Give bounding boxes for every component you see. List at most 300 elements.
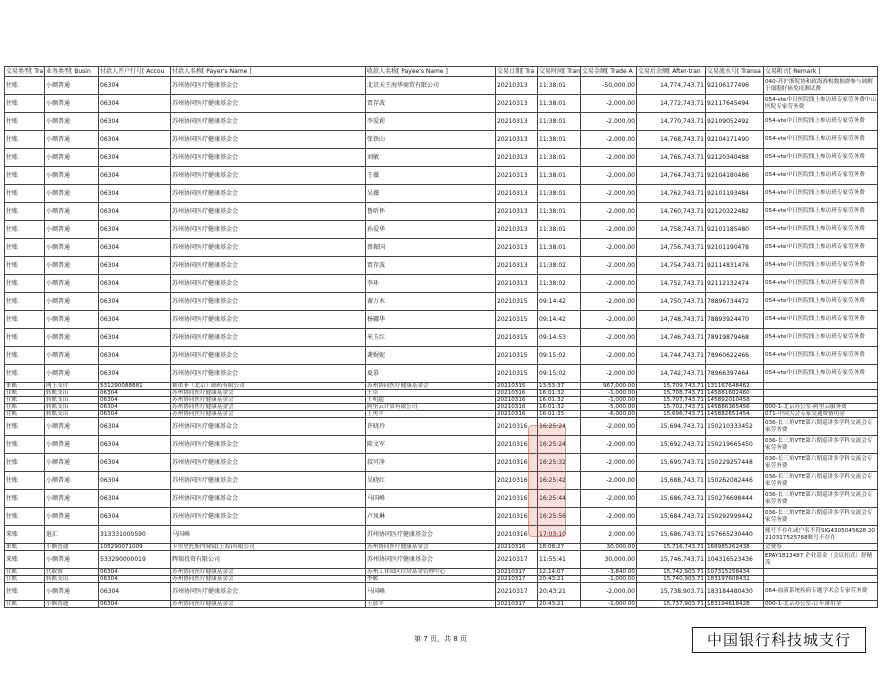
cell-balance: 14,752,743.71 xyxy=(637,275,706,293)
cell-time: 11:38:01 xyxy=(538,239,581,257)
cell-serial: 92106177496 xyxy=(706,77,764,95)
cell-remark xyxy=(764,569,878,576)
cell-balance: 15,702,743.71 xyxy=(637,404,706,411)
cell-payee: 李环 xyxy=(366,275,496,293)
cell-payer: 赛诺菲（北京）制药有限公司 xyxy=(171,383,366,390)
cell-business: 小额普通 xyxy=(45,454,99,472)
cell-remark: 036-长三角VTE第六期巡讲多学科交流会专家劳务费 xyxy=(764,454,878,472)
table-row xyxy=(5,275,878,293)
cell-payer: 苏州协同医疗健康基金会 xyxy=(171,365,366,383)
cell-business: 退汇 xyxy=(45,526,99,544)
cell-time: 16:25:24 xyxy=(538,418,581,436)
cell-type: 往账 xyxy=(5,257,45,275)
cell-date: 20210317 xyxy=(496,576,538,583)
cell-payer: 苏州协同医疗健康基金会 xyxy=(171,167,366,185)
cell-date: 20210315 xyxy=(496,383,538,390)
cell-bank-code: 06304 xyxy=(99,490,171,508)
cell-amount: -2,000.00 xyxy=(581,149,637,167)
cell-amount: -2,000.00 xyxy=(581,221,637,239)
cell-serial: 150219665450 xyxy=(706,436,764,454)
cell-bank-code: 06304 xyxy=(99,397,171,404)
cell-payer: 苏州协同医疗健康基金会 xyxy=(171,490,366,508)
transaction-table xyxy=(4,66,878,608)
cell-serial: 92101190478 xyxy=(706,239,764,257)
cell-payee: 苏州协同医疗健康基金会 xyxy=(366,526,496,544)
cell-amount: -2,000.00 xyxy=(581,275,637,293)
cell-serial: 150229257448 xyxy=(706,454,764,472)
table-row xyxy=(5,221,878,239)
cell-serial: 150292999442 xyxy=(706,508,764,526)
cell-business: 小额普通 xyxy=(45,347,99,365)
cell-type: 往账 xyxy=(5,569,45,576)
cell-date: 20210313 xyxy=(496,167,538,185)
table-row xyxy=(5,203,878,221)
cell-balance: 14,744,743.71 xyxy=(637,347,706,365)
cell-bank-code: 06304 xyxy=(99,203,171,221)
table-row xyxy=(5,167,878,185)
cell-business: 小额普通 xyxy=(45,472,99,490)
table-row xyxy=(5,551,878,569)
cell-bank-code: 06304 xyxy=(99,508,171,526)
cell-bank-code: 06304 xyxy=(99,390,171,397)
cell-business: 小额普通 xyxy=(45,203,99,221)
cell-date: 20210317 xyxy=(496,569,538,576)
cell-serial: 150262082446 xyxy=(706,472,764,490)
cell-amount: -2,000.00 xyxy=(581,436,637,454)
cell-amount: -2,000.00 xyxy=(581,257,637,275)
cell-time: 13:53:37 xyxy=(538,383,581,390)
cell-type: 往账 xyxy=(5,397,45,404)
cell-payee: 马国峰 xyxy=(366,490,496,508)
cell-type: 往账 xyxy=(5,583,45,601)
cell-business: 小额普通 xyxy=(45,329,99,347)
cell-business: 小额普通 xyxy=(45,601,99,608)
cell-amount: -2,000.00 xyxy=(581,454,637,472)
table-row xyxy=(5,397,878,404)
cell-payer: 苏州协同医疗健康基金会 xyxy=(171,329,366,347)
table-row xyxy=(5,508,878,526)
cell-balance: 14,768,743.71 xyxy=(637,131,706,149)
cell-type: 来账 xyxy=(5,526,45,544)
cell-time: 09:14:53 xyxy=(538,329,581,347)
cell-type: 往账 xyxy=(5,131,45,149)
cell-balance: 14,762,743.71 xyxy=(637,185,706,203)
cell-amount: -2,000.00 xyxy=(581,347,637,365)
cell-date: 20210313 xyxy=(496,149,538,167)
cell-payee: 米玉红 xyxy=(366,329,496,347)
cell-remark: 054-vte中日医院线上参访班专家劳务费 xyxy=(764,275,878,293)
cell-serial: 145892010458 xyxy=(706,397,764,404)
cell-date: 20210313 xyxy=(496,95,538,113)
cell-serial: 78919879468 xyxy=(706,329,764,347)
cell-amount: 30,000.00 xyxy=(581,551,637,569)
cell-payee: 谢万木 xyxy=(366,293,496,311)
table-row xyxy=(5,365,878,383)
cell-business: 小额普通 xyxy=(45,95,99,113)
cell-payee: 苏州协同医疗健康基金会 xyxy=(366,383,496,390)
cell-time: 16:01:32 xyxy=(538,404,581,411)
cell-serial: 78893924470 xyxy=(706,311,764,329)
cell-serial: 183197608432 xyxy=(706,576,764,583)
cell-bank-code: 06304 xyxy=(99,569,171,576)
cell-type: 往账 xyxy=(5,95,45,113)
table-row xyxy=(5,583,878,601)
cell-amount: -2,000.00 xyxy=(581,583,637,601)
cell-balance: 14,746,743.71 xyxy=(637,329,706,347)
cell-type: 往账 xyxy=(5,149,45,167)
cell-payee: 蔡振国 xyxy=(366,239,496,257)
cell-remark: 账号不存在或户名不符SIG4305045628 20210317525768账号不存在 xyxy=(764,526,878,544)
cell-date: 20210316 xyxy=(496,390,538,397)
cell-time: 11:38:01 xyxy=(538,203,581,221)
table-row xyxy=(5,347,878,365)
cell-remark xyxy=(764,390,878,397)
cell-payer: 苏州协同医疗健康基金会 xyxy=(171,411,366,418)
cell-remark: 054-vte中日医院线上参访班专家劳务费 xyxy=(764,149,878,167)
cell-payer: 苏州协同医疗健康基金会 xyxy=(171,221,366,239)
cell-bank-code: 06304 xyxy=(99,239,171,257)
table-row xyxy=(5,418,878,436)
cell-serial: 92112132474 xyxy=(706,275,764,293)
table-row xyxy=(5,601,878,608)
cell-date: 20210313 xyxy=(496,77,538,95)
table-row xyxy=(5,257,878,275)
cell-amount: -2,000.00 xyxy=(581,185,637,203)
cell-payee: 陈文军 xyxy=(366,436,496,454)
table-row xyxy=(5,149,878,167)
cell-payer: 苏州协同医疗健康基金会 xyxy=(171,131,366,149)
cell-amount: -2,000.00 xyxy=(581,329,637,347)
cell-time: 17:03:10 xyxy=(538,526,581,544)
cell-payer: 苏州协同医疗健康基金会 xyxy=(171,95,366,113)
cell-type: 往账 xyxy=(5,347,45,365)
cell-remark xyxy=(764,383,878,390)
cell-date: 20210316 xyxy=(496,508,538,526)
cell-balance: 15,690,743.71 xyxy=(637,454,706,472)
cell-amount: -2,000.00 xyxy=(581,113,637,131)
cell-date: 20210313 xyxy=(496,203,538,221)
cell-payer: 苏州协同医疗健康基金会 xyxy=(171,508,366,526)
cell-payer: 苏州协同医疗健康基金会 xyxy=(171,397,366,404)
cell-serial: 145882651454 xyxy=(706,411,764,418)
cell-balance: 14,772,743.71 xyxy=(637,95,706,113)
cell-payee: 龚娓妮 xyxy=(366,347,496,365)
cell-business: 小额普通 xyxy=(45,418,99,436)
cell-time: 09:14:42 xyxy=(538,311,581,329)
cell-time: 09:14:42 xyxy=(538,293,581,311)
cell-remark: 036-长三角VTE第六期巡讲多学科交流会专家劳务费 xyxy=(764,436,878,454)
cell-serial: 92114831476 xyxy=(706,257,764,275)
cell-time: 11:38:01 xyxy=(538,77,581,95)
cell-type: 往账 xyxy=(5,275,45,293)
column-header: 付款人开户行号[ Accou xyxy=(99,67,171,77)
cell-bank-code: 06304 xyxy=(99,221,171,239)
cell-date: 20210317 xyxy=(496,601,538,608)
cell-type: 往账 xyxy=(5,436,45,454)
cell-bank-code: 06304 xyxy=(99,149,171,167)
cell-payer: 苏州协同医疗健康基金会 xyxy=(171,77,366,95)
cell-date: 20210313 xyxy=(496,185,538,203)
cell-remark: 054-vte中日医院线上参访班专家劳务费 xyxy=(764,239,878,257)
cell-payee: 吴晓红 xyxy=(366,472,496,490)
cell-time: 11:38:02 xyxy=(538,275,581,293)
cell-type: 往账 xyxy=(5,411,45,418)
table-row xyxy=(5,404,878,411)
cell-bank-code: 531290088881 xyxy=(99,383,171,390)
cell-balance: 15,716,743.71 xyxy=(637,544,706,551)
cell-remark xyxy=(764,576,878,583)
cell-amount: -6,000.00 xyxy=(581,411,637,418)
cell-bank-code: 06304 xyxy=(99,329,171,347)
cell-balance: 15,686,743.71 xyxy=(637,490,706,508)
cell-remark: 会费券 xyxy=(764,544,878,551)
cell-type: 往账 xyxy=(5,404,45,411)
cell-bank-code: 06304 xyxy=(99,293,171,311)
cell-serial: 78960622466 xyxy=(706,347,764,365)
cell-remark: 054-vte中日医院线上参访班专家劳务费 xyxy=(764,311,878,329)
cell-time: 16:25:56 xyxy=(538,508,581,526)
cell-bank-code: 06304 xyxy=(99,347,171,365)
cell-amount: -2,000.00 xyxy=(581,131,637,149)
cell-remark: 054-vte中日医院线上参访班专家劳务费 xyxy=(764,365,878,383)
cell-bank-code: 06304 xyxy=(99,275,171,293)
cell-date: 20210315 xyxy=(496,329,538,347)
cell-payee: 刘敏 xyxy=(366,149,496,167)
cell-serial: 145886365456 xyxy=(706,404,764,411)
cell-business: 小额普通 xyxy=(45,508,99,526)
cell-business: 小额普通 xyxy=(45,583,99,601)
cell-remark: 054-vte中日医院线上参访班专家劳务费 xyxy=(764,257,878,275)
cell-payer: 苏州协同医疗健康基金会 xyxy=(171,257,366,275)
cell-date: 20210313 xyxy=(496,275,538,293)
cell-type: 往账 xyxy=(5,490,45,508)
cell-payee: 王勇平 xyxy=(366,411,496,418)
cell-payee: 王明超 xyxy=(366,397,496,404)
cell-serial: 92101193484 xyxy=(706,185,764,203)
table-row xyxy=(5,411,878,418)
column-header: 付款人名称[ Payer's Name ] xyxy=(171,67,366,77)
cell-balance: 15,688,743.71 xyxy=(637,472,706,490)
cell-amount: -2,000.00 xyxy=(581,508,637,526)
cell-date: 20210316 xyxy=(496,544,538,551)
cell-time: 11:38:01 xyxy=(538,221,581,239)
cell-date: 20210313 xyxy=(496,131,538,149)
cell-business: 网上支付 xyxy=(45,383,99,390)
cell-business: 小额普通 xyxy=(45,551,99,569)
cell-type: 往账 xyxy=(5,113,45,131)
cell-payee: 北京天王海华商贸有限公司 xyxy=(366,77,496,95)
cell-remark: 054-vte中日医院线上参访班专家劳务费 xyxy=(764,347,878,365)
cell-bank-code: 06304 xyxy=(99,95,171,113)
cell-amount: -2,000.00 xyxy=(581,95,637,113)
cell-payer: 辉瑞投资有限公司 xyxy=(171,551,366,569)
cell-date: 20210316 xyxy=(496,526,538,544)
cell-payee: 王晨平 xyxy=(366,601,496,608)
cell-payer: 苏州协同医疗健康基金会 xyxy=(171,239,366,257)
cell-date: 20210316 xyxy=(496,404,538,411)
cell-payer: 苏州协同医疗健康基金会 xyxy=(171,311,366,329)
cell-amount: 967,000.00 xyxy=(581,383,637,390)
cell-balance: 15,692,743.71 xyxy=(637,436,706,454)
cell-bank-code: 06304 xyxy=(99,436,171,454)
cell-balance: 14,756,743.71 xyxy=(637,239,706,257)
cell-serial: 131167648462 xyxy=(706,383,764,390)
cell-payer: 马国峰 xyxy=(171,526,366,544)
cell-payee: 马国峰 xyxy=(366,583,496,601)
cell-date: 20210313 xyxy=(496,221,538,239)
cell-date: 20210316 xyxy=(496,490,538,508)
cell-amount: -1,000.00 xyxy=(581,601,637,608)
cell-time: 09:15:02 xyxy=(538,347,581,365)
cell-amount: -5,000.00 xyxy=(581,404,637,411)
cell-remark: 036-长三角VTE第六期巡讲多学科交流会专家劳务费 xyxy=(764,508,878,526)
table-row xyxy=(5,77,878,95)
cell-payer: 苏州协同医疗健康基金会 xyxy=(171,390,366,397)
cell-business: 转账支出 xyxy=(45,390,99,397)
cell-remark: EPAY1813487 企业基金（会议扣式）舒精茂 xyxy=(764,551,878,569)
table-row xyxy=(5,526,878,544)
cell-remark: 054-vte中日医院线上参访班专家劳务费 xyxy=(764,185,878,203)
cell-business: 小额普通 xyxy=(45,77,99,95)
cell-type: 往账 xyxy=(5,77,45,95)
cell-payee: 许晓玲 xyxy=(366,418,496,436)
table-row xyxy=(5,436,878,454)
cell-type: 往账 xyxy=(5,454,45,472)
cell-payer: 苏州协同医疗健康基金会 xyxy=(171,418,366,436)
cell-time: 11:38:01 xyxy=(538,131,581,149)
cell-business: 小额普通 xyxy=(45,149,99,167)
cell-date: 20210316 xyxy=(496,397,538,404)
cell-business: 代收费 xyxy=(45,569,99,576)
cell-remark: 054-vte中日医院线上参访班专家劳务费 xyxy=(764,329,878,347)
cell-remark: 054-vte中日医院线上参访班专家劳务费 xyxy=(764,293,878,311)
cell-bank-code: 313331000590 xyxy=(99,526,171,544)
cell-type: 来账 xyxy=(5,551,45,569)
cell-date: 20210316 xyxy=(496,411,538,418)
cell-time: 11:55:41 xyxy=(538,551,581,569)
cell-amount: -1,000.00 xyxy=(581,576,637,583)
cell-payee: 阿里云计算有限公司 xyxy=(366,404,496,411)
cell-serial: 92104171490 xyxy=(706,131,764,149)
cell-balance: 14,774,743.71 xyxy=(637,77,706,95)
cell-payee: 卢凤琳 xyxy=(366,508,496,526)
cell-date: 20210316 xyxy=(496,472,538,490)
cell-serial: 157665230440 xyxy=(706,526,764,544)
cell-type: 往账 xyxy=(5,167,45,185)
cell-bank-code: 06304 xyxy=(99,576,171,583)
cell-balance: 15,707,743.71 xyxy=(637,397,706,404)
cell-business: 转账支出 xyxy=(45,397,99,404)
column-header: 交易后余额[ After-tran xyxy=(637,67,706,77)
cell-type: 来账 xyxy=(5,383,45,390)
cell-remark: 054-vte中日医院线上参访班专家劳务费 xyxy=(764,221,878,239)
cell-date: 20210313 xyxy=(496,113,538,131)
cell-time: 18:08:27 xyxy=(538,544,581,551)
cell-serial: 92117645494 xyxy=(706,95,764,113)
cell-bank-code: 06304 xyxy=(99,257,171,275)
cell-payer: 苏州协同医疗健康基金会 xyxy=(171,203,366,221)
cell-remark: 054-vte中日医院线上参访班专家劳务费中山医院专家劳务费 xyxy=(764,95,878,113)
table-row xyxy=(5,390,878,397)
cell-type: 来账 xyxy=(5,544,45,551)
cell-remark: 036-长三角VTE第六期巡讲多学科交流会专家劳务费 xyxy=(764,418,878,436)
table-row xyxy=(5,544,878,551)
cell-time: 20:43:21 xyxy=(538,583,581,601)
cell-balance: 15,686,743.71 xyxy=(637,526,706,544)
cell-payer: 苏州协同医疗健康基金会 xyxy=(171,149,366,167)
cell-time: 11:38:01 xyxy=(538,149,581,167)
cell-amount: -50,000.00 xyxy=(581,77,637,95)
cell-payer: 苏州协同医疗健康基金会 xyxy=(171,113,366,131)
cell-time: 16:01:32 xyxy=(538,390,581,397)
cell-payee: 贾存波 xyxy=(366,95,496,113)
cell-payee: 孙爱华 xyxy=(366,221,496,239)
cell-payer: 苏州协同医疗健康基金会 xyxy=(171,436,366,454)
cell-bank-code: 06304 xyxy=(99,411,171,418)
cell-balance: 15,708,743.71 xyxy=(637,390,706,397)
cell-payee: 杨娜华 xyxy=(366,311,496,329)
cell-business: 小额普通 xyxy=(45,113,99,131)
cell-remark: 036-长三角VTE第六期巡讲多学科交流会专家劳务费 xyxy=(764,472,878,490)
cell-payer: 苏州协同医疗健康基金会 xyxy=(171,576,366,583)
cell-time: 20:43:21 xyxy=(538,576,581,583)
cell-bank-code: 06304 xyxy=(99,418,171,436)
cell-remark: 071-中国大会专家交通费备用金 xyxy=(764,411,878,418)
cell-balance: 15,742,903.71 xyxy=(637,569,706,576)
cell-time: 11:38:01 xyxy=(538,113,581,131)
cell-balance: 14,770,743.71 xyxy=(637,113,706,131)
cell-payee: 苏州工业园区住房基金管理中心 xyxy=(366,569,496,576)
cell-amount: -2,000.00 xyxy=(581,472,637,490)
cell-balance: 15,738,903.71 xyxy=(637,583,706,601)
cell-serial: 78966397464 xyxy=(706,365,764,383)
cell-serial: 150210333452 xyxy=(706,418,764,436)
cell-balance: 14,754,743.71 xyxy=(637,257,706,275)
cell-payer: 苏州协同医疗健康基金会 xyxy=(171,472,366,490)
cell-time: 11:38:02 xyxy=(538,257,581,275)
cell-business: 小额普通 xyxy=(45,167,99,185)
cell-amount: -2,000.00 xyxy=(581,203,637,221)
cell-bank-code: 06304 xyxy=(99,185,171,203)
cell-remark: 064-血液系统疾病专题学术会专家劳务费 xyxy=(764,583,878,601)
cell-payer: 苏州协同医疗健康基金会 xyxy=(171,601,366,608)
cell-serial: 145881602460 xyxy=(706,390,764,397)
cell-business: 小额普通 xyxy=(45,131,99,149)
cell-amount: 30,000.00 xyxy=(581,544,637,551)
cell-balance: 15,696,743.71 xyxy=(637,411,706,418)
cell-date: 20210315 xyxy=(496,365,538,383)
cell-time: 11:38:01 xyxy=(538,95,581,113)
cell-amount: -2,000.00 xyxy=(581,311,637,329)
cell-balance: 15,709,743.71 xyxy=(637,383,706,390)
cell-payee: 王卓 xyxy=(366,390,496,397)
table-row xyxy=(5,311,878,329)
column-header: 收款人名称[ Payee's Name ] xyxy=(366,67,496,77)
page-number: 第 7 页，共 8 页 xyxy=(414,635,467,643)
cell-balance: 14,748,743.71 xyxy=(637,311,706,329)
cell-type: 往账 xyxy=(5,576,45,583)
cell-serial: 183194618428 xyxy=(706,601,764,608)
cell-serial: 78896734472 xyxy=(706,293,764,311)
cell-serial: 168985262438 xyxy=(706,544,764,551)
cell-payee: 贾存波 xyxy=(366,257,496,275)
cell-serial: 92101185480 xyxy=(706,221,764,239)
cell-remark: 000-1-北京办公室-订车备用金 xyxy=(764,601,878,608)
cell-business: 小额普通 xyxy=(45,311,99,329)
cell-bank-code: 06304 xyxy=(99,167,171,185)
cell-type: 往账 xyxy=(5,508,45,526)
table-row xyxy=(5,472,878,490)
